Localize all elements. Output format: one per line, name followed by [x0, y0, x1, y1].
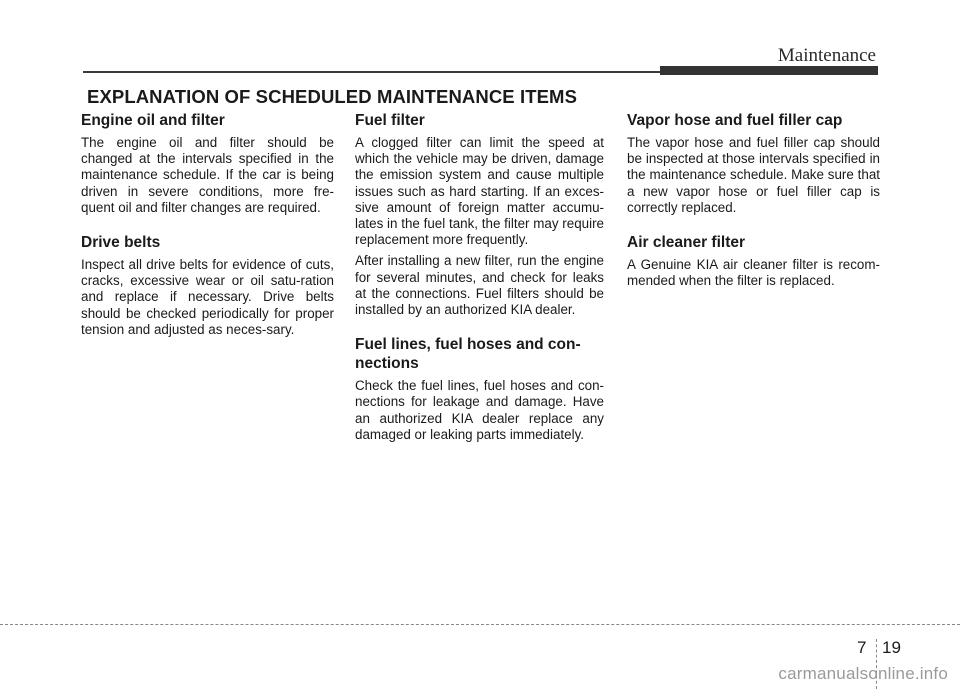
column-left — [81, 111, 334, 355]
paragraph-vapor-hose: The vapor hose and fuel filler cap should be inspected at those intervals specified in the maintenance schedule. Make sure that a new vapor hose or fuel filler cap is correctly replaced. — [627, 135, 880, 215]
paragraph-fuel-lines: Check the fuel lines, fuel hoses and con-nections for leakage and damage. Have an authorized KIA dealer replace any damaged or leaking parts immediately. — [355, 378, 604, 442]
chapter-number: 7 — [857, 638, 867, 657]
section-fuel-lines — [355, 335, 604, 443]
section-fuel-filter — [355, 111, 604, 318]
paragraph-air-cleaner: A Genuine KIA air cleaner filter is recom-mended when the filter is replaced. — [627, 257, 880, 289]
section-vapor-hose — [627, 111, 880, 216]
heading-air-cleaner: Air cleaner filter — [627, 234, 746, 252]
header-bar — [660, 66, 878, 75]
paragraph-fuel-filter-2: After installing a new filter, run the engine for several minutes, and check for leaks at the connections. Fuel filters should be installed by an authorized KIA dealer. — [355, 253, 604, 318]
paragraph-engine-oil: The engine oil and filter should be changed at the intervals specified in the maintenance schedule. If the car is being driven in severe conditions, more fre-quent oil and filter changes are required. — [81, 135, 334, 215]
paragraph-drive-belts: Inspect all drive belts for evidence of cuts, cracks, excessive wear or oil satu-ration and replace if necessary. Drive belts should be checked periodically for proper tension and adjusted as neces-sary. — [81, 257, 334, 337]
section-drive-belts — [81, 233, 334, 338]
heading-fuel-lines: Fuel lines, fuel hoses and con-nections — [355, 336, 581, 373]
section-air-cleaner — [627, 233, 880, 289]
heading-engine-oil: Engine oil and filter — [81, 112, 225, 129]
section-engine-oil — [81, 111, 334, 216]
header-rule — [83, 71, 660, 73]
watermark: carmanualsonline.info — [778, 664, 948, 683]
column-right — [627, 111, 880, 306]
heading-drive-belts: Drive belts — [81, 234, 161, 252]
paragraph-fuel-filter-1: A clogged filter can limit the speed at which the vehicle may be driven, damage the emission system and cause multiple issues such as hard starting. If an exces-sive amount of foreign matter accumu-lates in the fuel tank, the filter may require replacement more frequently. — [355, 135, 604, 248]
heading-fuel-filter: Fuel filter — [355, 112, 425, 129]
footer-rule — [0, 624, 960, 625]
column-middle — [355, 111, 604, 460]
section-title: EXPLANATION OF SCHEDULED MAINTENANCE ITEMS — [87, 86, 578, 107]
chapter-title: Maintenance — [777, 45, 876, 66]
page-number: 19 — [882, 638, 901, 657]
heading-vapor-hose: Vapor hose and fuel filler cap — [627, 112, 843, 129]
